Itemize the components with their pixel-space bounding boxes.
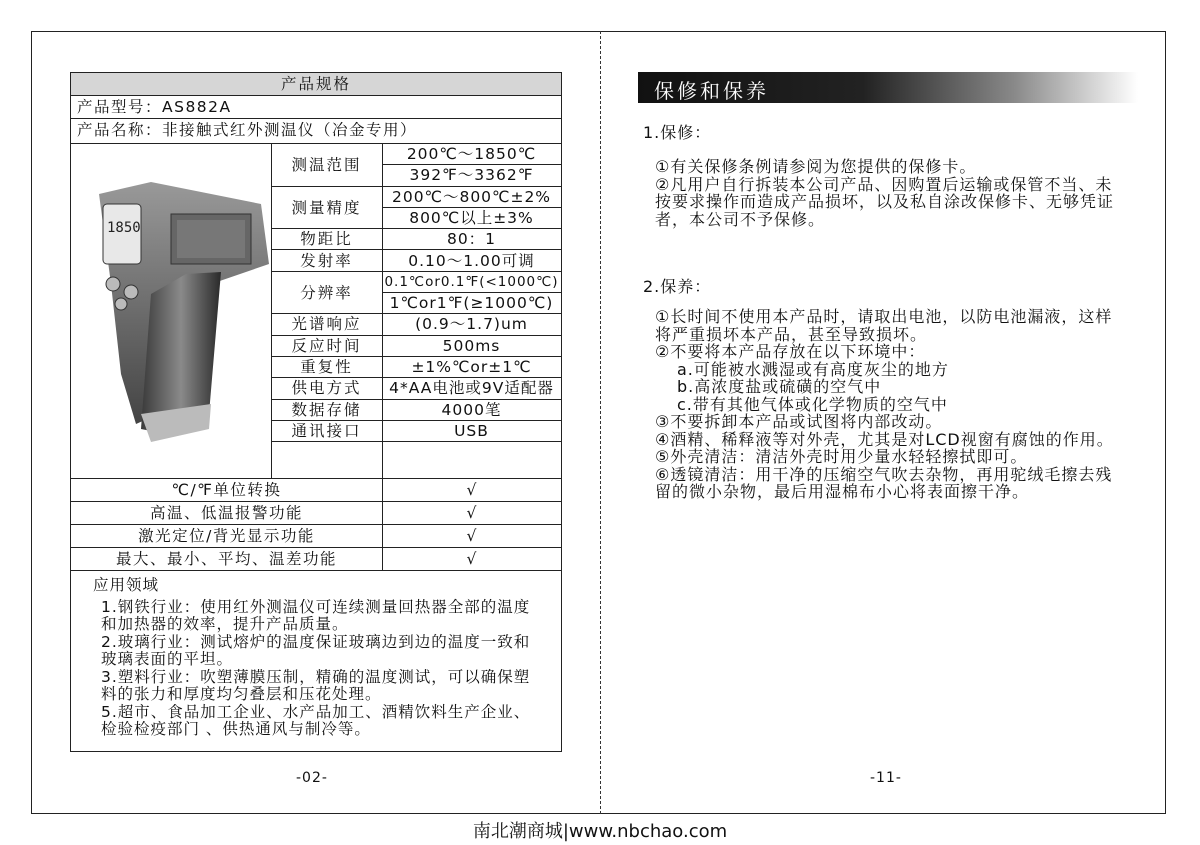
feature-label: 最大、最小、平均、温差功能: [115, 550, 337, 568]
warranty-heading: 1.保修：: [643, 123, 712, 142]
product-model: 产品型号：AS882A: [71, 96, 561, 119]
application-item: 2.玻璃行业：测试熔炉的温度保证玻璃边到边的温度一致和玻璃表面的平坦。: [101, 632, 531, 668]
spec-label: 数据存储: [271, 400, 382, 421]
spec-label: 通讯接口: [271, 421, 382, 442]
spec-table: [70, 72, 562, 752]
page-divider: [600, 31, 601, 814]
spec-label: 测温范围: [271, 144, 382, 187]
environment-item: a.可能被水溅湿或有高度灰尘的地方: [677, 359, 949, 379]
warranty-item: ②凡用户自行拆装本公司产品、因购置后运输或保管不当、未按要求操作而造成产品损坏，以及私自涂改保修卡、无够凭证者，本公司不予保修。: [655, 174, 1115, 229]
footer-watermark: 南北潮商城|www.nbchao.com: [472, 821, 728, 842]
maintenance-heading: 2.保养：: [643, 277, 712, 296]
warranty-list: [655, 158, 1125, 228]
warranty-item: ①有关保修条例请参阅为您提供的保修卡。: [655, 157, 977, 176]
spec-value: 0.10～1.00可调: [382, 251, 561, 272]
feature-row: [71, 525, 561, 548]
spec-value: 200℃～1850℃: [382, 144, 561, 165]
applications-section: [71, 571, 561, 751]
spec-value: 4000笔: [382, 400, 561, 421]
maintenance-item: ⑤外壳清洁：清洁外壳时用少量水轻轻擦拭即可。: [655, 447, 1028, 466]
spec-label: 发射率: [271, 251, 382, 272]
feature-row: [71, 502, 561, 525]
maintenance-item: ③不要拆卸本产品或试图将内部改动。: [655, 412, 943, 431]
feature-row: [71, 479, 561, 502]
spec-label: 物距比: [271, 229, 382, 250]
maintenance-item: ②不要将本产品存放在以下环境中：: [655, 342, 926, 361]
spec-value: (0.9～1.7)um: [382, 314, 561, 335]
spec-label: 测量精度: [271, 187, 382, 230]
spec-label: 反应时间: [271, 336, 382, 357]
left-page-number: -02-: [296, 770, 328, 786]
application-item: 1.钢铁行业：使用红外测温仪可连续测量回热器全部的温度和加热器的效率，提升产品质量。: [101, 597, 531, 633]
device-lcd-reading: 1850: [107, 220, 141, 236]
feature-check-mark: √: [466, 550, 477, 568]
spec-value: 500ms: [382, 336, 561, 357]
spec-label: 分辨率: [271, 272, 382, 315]
feature-check-mark: √: [466, 527, 477, 545]
section-title-bar: [638, 72, 1138, 103]
applications-title: 应用领域: [93, 576, 160, 594]
spec-label: 重复性: [271, 357, 382, 378]
feature-label: 激光定位/背光显示功能: [138, 527, 315, 545]
feature-check-mark: √: [466, 481, 477, 499]
spec-value: 1℃or1℉(≥1000℃): [382, 293, 561, 314]
spec-value: ±1%℃or±1℃: [382, 357, 561, 378]
spec-label: 供电方式: [271, 378, 382, 399]
environment-item: c.带有其他气体或化学物质的空气中: [677, 394, 948, 414]
product-name: 产品名称：非接触式红外测温仪（冶金专用）: [71, 119, 561, 144]
spec-table-title: 产品规格: [71, 73, 561, 96]
maintenance-item: ④酒精、稀释液等对外壳，尤其是对LCD视窗有腐蚀的作用。: [655, 429, 1114, 449]
feature-label: 高温、低温报警功能: [149, 504, 303, 522]
spec-value: 4*AA电池或9V适配器: [382, 378, 561, 399]
section-title: 保修和保养: [654, 79, 769, 103]
environment-item: b.高浓度盐或硫磺的空气中: [677, 377, 882, 396]
spec-value: USB: [382, 421, 561, 442]
spec-value: 392℉～3362℉: [382, 165, 561, 186]
spec-value: 80：1: [382, 229, 561, 250]
maintenance-list: [655, 308, 1125, 501]
spec-label: 光谱响应: [271, 314, 382, 335]
thermometer-device-image: [91, 174, 271, 444]
right-page-number: -11-: [870, 770, 902, 786]
maintenance-item: ⑥透镜清洁：用干净的压缩空气吹去杂物，再用驼绒毛擦去残留的微小杂物，最后用湿棉布小心将表面擦干净。: [655, 464, 1113, 501]
feature-label: ℃/℉单位转换: [171, 481, 282, 499]
application-item: 3.塑料行业：吹塑薄膜压制，精确的温度测试，可以确保塑料的张力和厚度均匀叠层和压花处理。: [101, 667, 531, 703]
spec-value: 200℃～800℃±2%: [382, 187, 561, 208]
spec-value: 800℃以上±3%: [382, 208, 561, 229]
maintenance-item: ①长时间不使用本产品时，请取出电池，以防电池漏液，这样将严重损坏本产品，甚至导致损坏。: [655, 307, 1113, 344]
feature-row: [71, 548, 561, 571]
spec-block: [71, 144, 561, 479]
feature-check-mark: √: [466, 504, 477, 522]
application-item: 5.超市、食品加工企业、水产品加工、酒精饮料生产企业、检验检疫部门 、供热通风与制冷等。: [101, 702, 531, 738]
spec-value: 0.1℃or0.1℉(<1000℃): [382, 272, 561, 293]
